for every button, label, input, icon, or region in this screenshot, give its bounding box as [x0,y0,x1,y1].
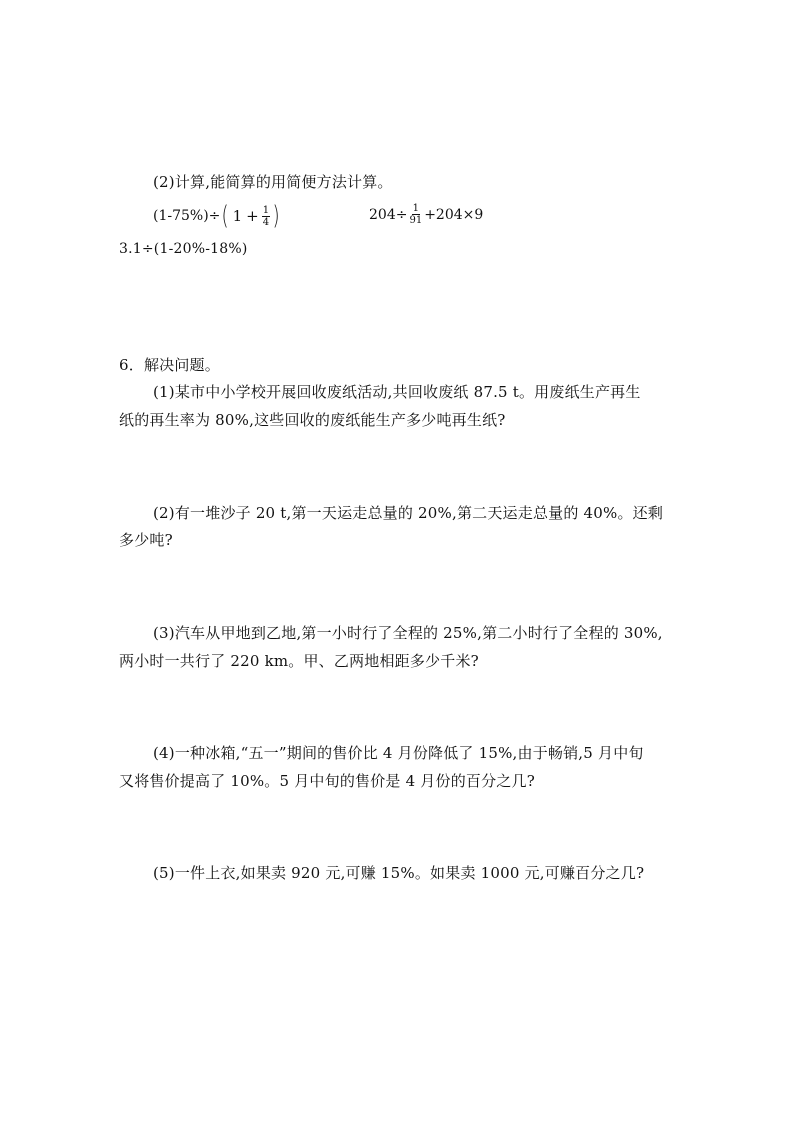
question-1-line-1: (1)某市中小学校开展回收废纸活动,共回收废纸 87.5 t。用废纸生产再生 [153,383,641,401]
question-2-line-2: 多少吨? [119,531,173,549]
fraction-numerator: 1 [412,203,419,214]
expression-1-one: 1 [232,207,243,225]
question-1-line-2: 纸的再生率为 80%,这些回收的废纸能生产多少吨再生纸? [119,411,506,429]
fraction-one-quarter [262,205,270,228]
question-3-line-2: 两小时一共行了 220 km。甲、乙两地相距多少千米? [119,652,479,670]
question-2-line-1: (2)有一堆沙子 20 t,第一天运走总量的 20%,第二天运走总量的 40%。还剩 [153,504,664,522]
fraction-denominator: 4 [262,216,270,228]
question-3-line-1: (3)汽车从甲地到乙地,第一小时行了全程的 25%,第二小时行了全程的 30%, [153,624,663,642]
right-paren: ) [272,201,280,231]
expression-1 [153,203,281,229]
section-6-heading: 6．解决问题。 [119,356,220,374]
expression-1-lead: (1-75%)÷ [153,208,221,224]
fraction-one-ninety-first [408,203,423,226]
part2-heading: (2)计算,能简算的用简便方法计算。 [153,173,393,191]
question-4-line-2: 又将售价提高了 10%。5 月中旬的售价是 4 月份的百分之几? [119,772,535,790]
expression-2-lead: 204÷ [369,206,408,223]
expression-2-tail: +204×9 [424,206,484,223]
fraction-denominator: 91 [409,215,423,226]
plus-sign: + [246,207,259,225]
left-paren: ( [221,201,230,231]
fraction-numerator: 1 [262,204,270,216]
question-5-line-1: (5)一件上衣,如果卖 920 元,可赚 15%。如果卖 1000 元,可赚百分之几? [153,864,645,882]
expression-3: 3.1÷(1-20%-18%) [119,241,248,257]
question-4-line-1: (4)一种冰箱,“五一”期间的售价比 4 月份降低了 15%,由于畅销,5 月中旬 [153,744,644,762]
expression-2 [369,203,483,226]
